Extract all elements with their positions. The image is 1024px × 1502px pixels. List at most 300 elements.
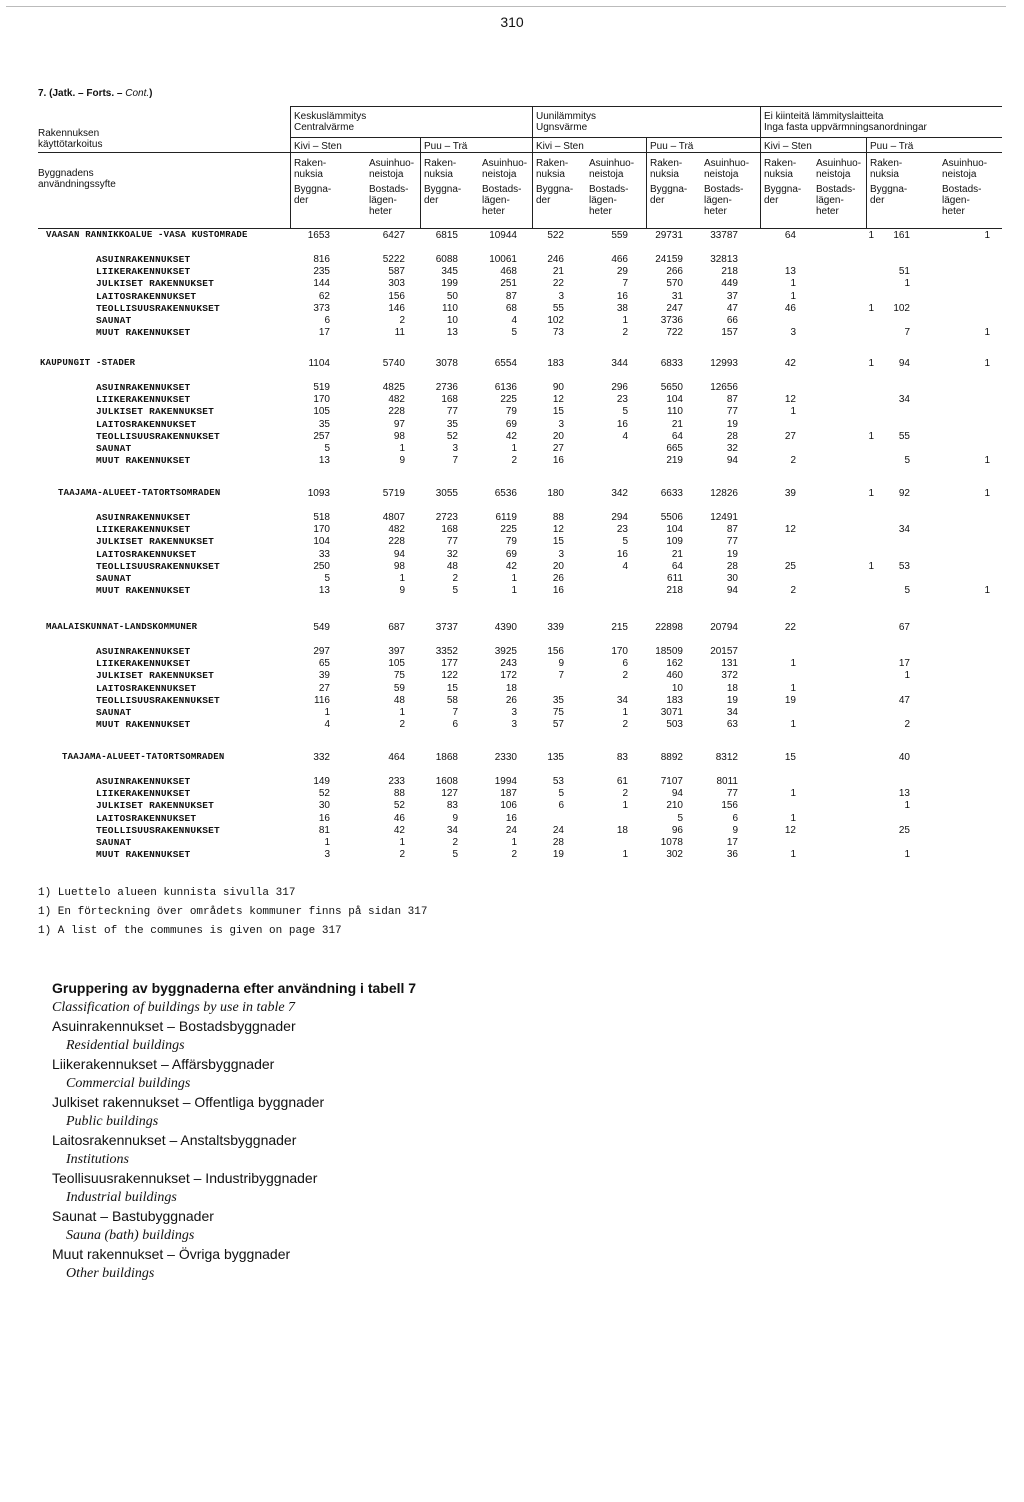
cell-value: 187	[500, 788, 517, 800]
cell-value: 1994	[494, 776, 517, 787]
cell-value: 2	[452, 573, 458, 584]
cell-value: 102	[547, 315, 564, 326]
cell-value: 1	[904, 278, 910, 290]
cell-value: 79	[505, 406, 517, 418]
cell-value: 302	[666, 849, 683, 861]
cell-value: 297	[313, 646, 330, 657]
legend-item-term: Liikerakennukset – Affärsbyggnader	[52, 1056, 275, 1072]
cell-value: 97	[393, 418, 405, 430]
column-head-fi: Asuinhuo-neistoja	[942, 158, 988, 180]
cell-value: 21	[671, 548, 683, 560]
cell-value: 12	[784, 824, 796, 836]
cell-value: 1868	[435, 752, 458, 763]
row-label: TEOLLISUUSRAKENNUKSET	[96, 302, 220, 314]
cell-value: 1	[511, 837, 517, 848]
cell-value: 53	[898, 560, 910, 572]
cell-value: 64	[671, 560, 683, 572]
cell-value: 1	[622, 707, 628, 718]
cell-value: 172	[500, 670, 517, 682]
row-label: JULKISET RAKENNUKSET	[96, 406, 215, 418]
table-row	[0, 800, 1024, 812]
cell-value: 42	[505, 430, 517, 442]
cell-value: 6	[558, 800, 564, 812]
cell-value: 61	[616, 776, 628, 787]
row-label: LIIKERAKENNUKSET	[96, 394, 191, 406]
cell-value: 1078	[660, 837, 683, 848]
table-row	[0, 825, 1024, 837]
footnotes	[38, 884, 427, 941]
cell-value: 5	[622, 536, 628, 548]
cell-value: 5650	[660, 382, 683, 393]
cell-value: 17	[318, 327, 330, 339]
cell-value: 1	[511, 573, 517, 584]
cell-value: 16	[552, 455, 564, 467]
cell-value: 11	[394, 327, 405, 339]
cell-value: 482	[388, 394, 405, 406]
cell-value: 58	[446, 694, 458, 706]
cell-value: 170	[313, 394, 330, 406]
legend-item-english: Sauna (bath) buildings	[66, 1228, 195, 1243]
cell-value: 1	[399, 573, 405, 584]
cell-value: 687	[388, 622, 405, 633]
cell-value: 1	[984, 455, 990, 467]
cell-value: 15	[552, 536, 564, 548]
cell-value: 77	[446, 536, 458, 548]
section-title: TAAJAMA-ALUEET-TATORTSOMRADEN	[58, 488, 221, 498]
cell-value: 28	[552, 837, 564, 848]
cell-value: 30	[726, 573, 738, 584]
cell-value: 16	[318, 812, 330, 824]
column-head-sv: Byggna-der	[650, 184, 688, 206]
cell-value: 79	[505, 536, 517, 548]
cell-value: 2723	[435, 512, 458, 523]
cell-value: 57	[552, 719, 564, 731]
cell-value: 52	[393, 800, 405, 812]
row-label: ASUINRAKENNUKSET	[96, 512, 191, 523]
cell-value: 16	[616, 290, 628, 302]
row-label: LAITOSRAKENNUKSET	[96, 418, 197, 430]
legend-item-term: Julkiset rakennukset – Offentliga byggnader	[52, 1094, 325, 1110]
column-head-fi: Raken-nuksia	[536, 158, 569, 180]
cell-value: 24159	[655, 254, 683, 265]
cell-value: 3352	[435, 646, 458, 657]
cell-value: 37	[726, 290, 738, 302]
group-central-sv: Centralvärme	[294, 122, 355, 133]
legend-item-english: Commercial buildings	[66, 1076, 191, 1091]
column-head-fi: Asuinhuo-neistoja	[482, 158, 528, 180]
legend-items	[52, 1017, 416, 1283]
table-row	[0, 585, 1024, 597]
cell-value: 105	[313, 406, 330, 418]
cell-value: 127	[441, 788, 458, 800]
row-label: ASUINRAKENNUKSET	[96, 776, 191, 787]
cell-value: 9	[732, 824, 738, 836]
group-stove-sv: Ugnsvärme	[536, 122, 588, 133]
cell-value: 218	[666, 585, 683, 597]
cell-value: 251	[500, 278, 517, 290]
cell-value: 104	[666, 524, 683, 536]
row-head-sv: Byggnadens användningssyfte	[38, 168, 116, 190]
cell-value: 8011	[716, 776, 738, 787]
cell-value: 6554	[494, 358, 517, 369]
cell-value: 106	[500, 800, 517, 812]
table-row	[0, 394, 1024, 406]
cell-value: 519	[313, 382, 330, 393]
table-row	[0, 670, 1024, 682]
cell-value: 46	[784, 302, 796, 314]
cell-value: 87	[726, 394, 738, 406]
cell-value: 53	[552, 776, 564, 787]
cell-value: 12	[784, 524, 796, 536]
row-label: LAITOSRAKENNUKSET	[96, 812, 197, 824]
row-label: TEOLLISUUSRAKENNUKSET	[96, 430, 220, 442]
group-stove-fi: Uunilämmitys	[536, 111, 597, 122]
cell-value: 1	[399, 837, 405, 848]
cell-value: 1	[790, 719, 796, 731]
column-head-sv: Bostads-lägen-heter	[816, 184, 856, 217]
cell-value: 1093	[307, 488, 330, 499]
cell-value: 170	[313, 524, 330, 536]
legend-item-english: Industrial buildings	[66, 1190, 177, 1205]
cell-value: 3	[511, 719, 517, 731]
legend-item-term: Muut rakennukset – Övriga byggnader	[52, 1246, 291, 1262]
row-label: TEOLLISUUSRAKENNUKSET	[96, 694, 220, 706]
column-head-sv: Byggna-der	[294, 184, 332, 206]
cell-value: 4	[324, 719, 330, 731]
cell-value: 42	[784, 358, 796, 369]
cell-value: 1	[790, 658, 796, 670]
header-vline	[420, 137, 421, 228]
cell-value: 1	[984, 327, 990, 339]
column-head-fi: Raken-nuksia	[764, 158, 797, 180]
cell-value: 1	[399, 443, 405, 454]
column-head-fi: Asuinhuo-neistoja	[816, 158, 862, 180]
cell-value: 8312	[715, 752, 738, 763]
cell-value: 88	[552, 512, 564, 523]
cell-value: 47	[898, 694, 910, 706]
column-head-sv: Bostads-lägen-heter	[482, 184, 522, 217]
cell-value: 18	[726, 682, 738, 694]
cell-value: 7	[558, 670, 564, 682]
section-title: TAAJAMA-ALUEET-TATORTSOMRADEN	[62, 752, 225, 762]
cell-value: 3925	[494, 646, 517, 657]
legend-item-term: Saunat – Bastubyggnader	[52, 1208, 214, 1224]
cell-value: 135	[547, 752, 564, 763]
cell-value: 63	[726, 719, 738, 731]
cell-value: 9	[452, 812, 458, 824]
cell-value: 52	[446, 430, 458, 442]
cell-value: 8892	[660, 752, 683, 763]
cell-value: 5719	[382, 488, 405, 499]
cell-value: 46	[393, 812, 405, 824]
cell-value: 66	[726, 315, 738, 326]
cell-value: 722	[666, 327, 683, 339]
table-row	[0, 561, 1024, 573]
cell-value: 16	[616, 548, 628, 560]
cell-value: 16	[616, 418, 628, 430]
cell-value: 183	[547, 358, 564, 369]
cell-value: 25	[784, 560, 796, 572]
cell-value: 7	[452, 455, 458, 467]
cell-value: 69	[505, 418, 517, 430]
cell-value: 372	[721, 670, 738, 682]
table-row	[0, 719, 1024, 731]
table-row	[0, 849, 1024, 861]
cell-value: 257	[313, 430, 330, 442]
cell-value: 294	[611, 512, 628, 523]
cell-value: 1	[868, 488, 874, 499]
page-number: 310	[500, 14, 524, 30]
cell-value: 2	[622, 327, 628, 339]
header-vline	[290, 106, 291, 228]
cell-value: 266	[666, 266, 683, 278]
cell-value: 38	[616, 302, 628, 314]
cell-value: 5740	[382, 358, 405, 369]
cell-value: 5222	[382, 254, 405, 265]
cell-value: 6	[324, 315, 330, 326]
cell-value: 665	[666, 443, 683, 454]
cell-value: 6088	[435, 254, 458, 265]
cell-value: 199	[441, 278, 458, 290]
cell-value: 1	[904, 800, 910, 812]
cell-value: 2	[511, 455, 517, 467]
cell-value: 105	[388, 658, 405, 670]
cell-value: 9	[399, 585, 405, 597]
cell-value: 42	[393, 824, 405, 836]
row-label: JULKISET RAKENNUKSET	[96, 800, 215, 812]
table-row	[0, 512, 1024, 524]
section-total-row	[0, 488, 1024, 500]
cell-value: 549	[313, 622, 330, 633]
cell-value: 161	[893, 230, 910, 241]
cell-value: 6	[452, 719, 458, 731]
row-label: LAITOSRAKENNUKSET	[96, 682, 197, 694]
cell-value: 23	[616, 524, 628, 536]
cell-value: 162	[666, 658, 683, 670]
cell-value: 67	[898, 622, 910, 633]
cell-value: 42	[505, 560, 517, 572]
cell-value: 17	[898, 658, 910, 670]
cell-value: 30	[318, 800, 330, 812]
table-row	[0, 419, 1024, 431]
cell-value: 1	[324, 837, 330, 848]
cell-value: 156	[721, 800, 738, 812]
cell-value: 4	[622, 430, 628, 442]
cell-value: 75	[393, 670, 405, 682]
table-row	[0, 837, 1024, 849]
cell-value: 5	[677, 812, 683, 824]
table-row	[0, 443, 1024, 455]
table-row	[0, 776, 1024, 788]
cell-value: 373	[313, 302, 330, 314]
legend-item-english: Institutions	[66, 1152, 130, 1167]
cell-value: 468	[500, 266, 517, 278]
cell-value: 3	[324, 849, 330, 861]
cell-value: 22898	[655, 622, 683, 633]
cell-value: 32813	[710, 254, 738, 265]
cell-value: 12656	[710, 382, 738, 393]
row-label: SAUNAT	[96, 707, 132, 718]
cell-value: 51	[898, 266, 910, 278]
row-label: LAITOSRAKENNUKSET	[96, 548, 197, 560]
cell-value: 168	[441, 394, 458, 406]
cell-value: 1	[868, 430, 874, 442]
cell-value: 1	[984, 230, 990, 241]
cell-value: 225	[500, 394, 517, 406]
table-row	[0, 278, 1024, 290]
table-row	[0, 549, 1024, 561]
table-row	[0, 695, 1024, 707]
cell-value: 1	[984, 488, 990, 499]
cell-value: 55	[552, 302, 564, 314]
column-head-sv: Byggna-der	[424, 184, 462, 206]
cell-value: 64	[784, 230, 796, 241]
cell-value: 6136	[494, 382, 517, 393]
cell-value: 20157	[710, 646, 738, 657]
cell-value: 215	[611, 622, 628, 633]
row-label: SAUNAT	[96, 443, 132, 454]
cell-value: 4	[622, 560, 628, 572]
cell-value: 233	[388, 776, 405, 787]
cell-value: 10944	[489, 230, 517, 241]
cell-value: 180	[547, 488, 564, 499]
cell-value: 228	[388, 536, 405, 548]
cell-value: 48	[446, 560, 458, 572]
section-title: MAALAISKUNNAT-LANDSKOMMUNER	[46, 622, 198, 632]
cell-value: 1	[790, 788, 796, 800]
cell-value: 62	[318, 290, 330, 302]
table-row	[0, 291, 1024, 303]
cell-value: 24	[552, 824, 564, 836]
cell-value: 94	[671, 788, 683, 800]
row-label: LIIKERAKENNUKSET	[96, 658, 191, 670]
cell-value: 3071	[660, 707, 683, 718]
table-row	[0, 315, 1024, 327]
cell-value: 3078	[435, 358, 458, 369]
cell-value: 12	[552, 394, 564, 406]
table-row	[0, 646, 1024, 658]
cell-value: 570	[666, 278, 683, 290]
cell-value: 243	[500, 658, 517, 670]
cell-value: 332	[313, 752, 330, 763]
row-label: LIIKERAKENNUKSET	[96, 524, 191, 536]
cell-value: 219	[666, 455, 683, 467]
row-label: JULKISET RAKENNUKSET	[96, 536, 215, 548]
cell-value: 2	[399, 719, 405, 731]
row-label: SAUNAT	[96, 573, 132, 584]
section-title: VAASAN RANNIKKOALUE -VASA KUSTOMRADE	[46, 230, 248, 240]
row-label: TEOLLISUUSRAKENNUKSET	[96, 824, 220, 836]
cell-value: 68	[505, 302, 517, 314]
row-label: MUUT RAKENNUKSET	[96, 585, 191, 597]
cell-value: 22	[784, 622, 796, 633]
cell-value: 6427	[382, 230, 405, 241]
cell-value: 22	[552, 278, 564, 290]
cell-value: 6	[622, 658, 628, 670]
cell-value: 73	[552, 327, 564, 339]
header-rule-columns	[38, 152, 1002, 153]
cell-value: 29	[616, 266, 628, 278]
cell-value: 16	[552, 585, 564, 597]
material-label: Kivi – Sten	[536, 141, 584, 152]
row-label: LAITOSRAKENNUKSET	[96, 290, 197, 302]
cell-value: 24	[505, 824, 517, 836]
cell-value: 1	[904, 670, 910, 682]
table-row	[0, 524, 1024, 536]
cell-value: 116	[314, 694, 330, 706]
row-head-fi: Rakennuksen käyttötarkoitus	[38, 128, 103, 150]
cell-value: 2	[399, 849, 405, 861]
cell-value: 5	[904, 455, 910, 467]
cell-value: 15	[784, 752, 796, 763]
section-total-row	[0, 752, 1024, 764]
cell-value: 12826	[710, 488, 738, 499]
cell-value: 1	[984, 585, 990, 597]
material-label: Puu – Trä	[650, 141, 694, 152]
cell-value: 18509	[655, 646, 683, 657]
cell-value: 34	[446, 824, 458, 836]
row-label: ASUINRAKENNUKSET	[96, 254, 191, 265]
row-label: LIIKERAKENNUKSET	[96, 266, 191, 278]
section-total-row	[0, 358, 1024, 370]
section-total-row	[0, 230, 1024, 242]
cell-value: 3	[558, 548, 564, 560]
cell-value: 52	[318, 788, 330, 800]
cell-value: 3	[452, 443, 458, 454]
cell-value: 1	[868, 230, 874, 241]
cell-value: 94	[898, 358, 910, 369]
row-label: SAUNAT	[96, 315, 132, 326]
cell-value: 20	[552, 560, 564, 572]
cell-value: 5	[324, 573, 330, 584]
cell-value: 2330	[494, 752, 517, 763]
material-label: Puu – Trä	[424, 141, 468, 152]
cell-value: 94	[726, 455, 738, 467]
cell-value: 104	[313, 536, 330, 548]
cell-value: 64	[671, 430, 683, 442]
legend-item-term: Laitosrakennukset – Anstaltsbyggnader	[52, 1132, 297, 1148]
column-head-sv: Bostads-lägen-heter	[589, 184, 629, 217]
cell-value: 98	[393, 560, 405, 572]
cell-value: 29731	[655, 230, 683, 241]
cell-value: 34	[898, 524, 910, 536]
cell-value: 1	[868, 358, 874, 369]
footnote: 1) Luettelo alueen kunnista sivulla 317	[38, 887, 296, 899]
cell-value: 170	[611, 646, 628, 657]
cell-value: 19	[552, 849, 564, 861]
group-none-sv: Inga fasta uppvärmningsanordningar	[764, 122, 927, 133]
cell-value: 88	[393, 788, 405, 800]
cell-value: 5	[452, 849, 458, 861]
row-label: MUUT RAKENNUKSET	[96, 849, 191, 861]
continuation-suffix: )	[149, 88, 153, 99]
cell-value: 1	[790, 849, 796, 861]
cell-value: 156	[388, 290, 405, 302]
cell-value: 1104	[308, 358, 330, 369]
cell-value: 83	[616, 752, 628, 763]
cell-value: 16	[505, 812, 517, 824]
cell-value: 59	[393, 682, 405, 694]
cell-value: 10061	[489, 254, 517, 265]
header-rule-bottom	[38, 228, 1002, 229]
cell-value: 69	[505, 548, 517, 560]
cell-value: 6119	[495, 512, 517, 523]
cell-value: 40	[898, 752, 910, 763]
cell-value: 6	[732, 812, 738, 824]
legend	[52, 980, 416, 1283]
cell-value: 20794	[710, 622, 738, 633]
table-row	[0, 658, 1024, 670]
